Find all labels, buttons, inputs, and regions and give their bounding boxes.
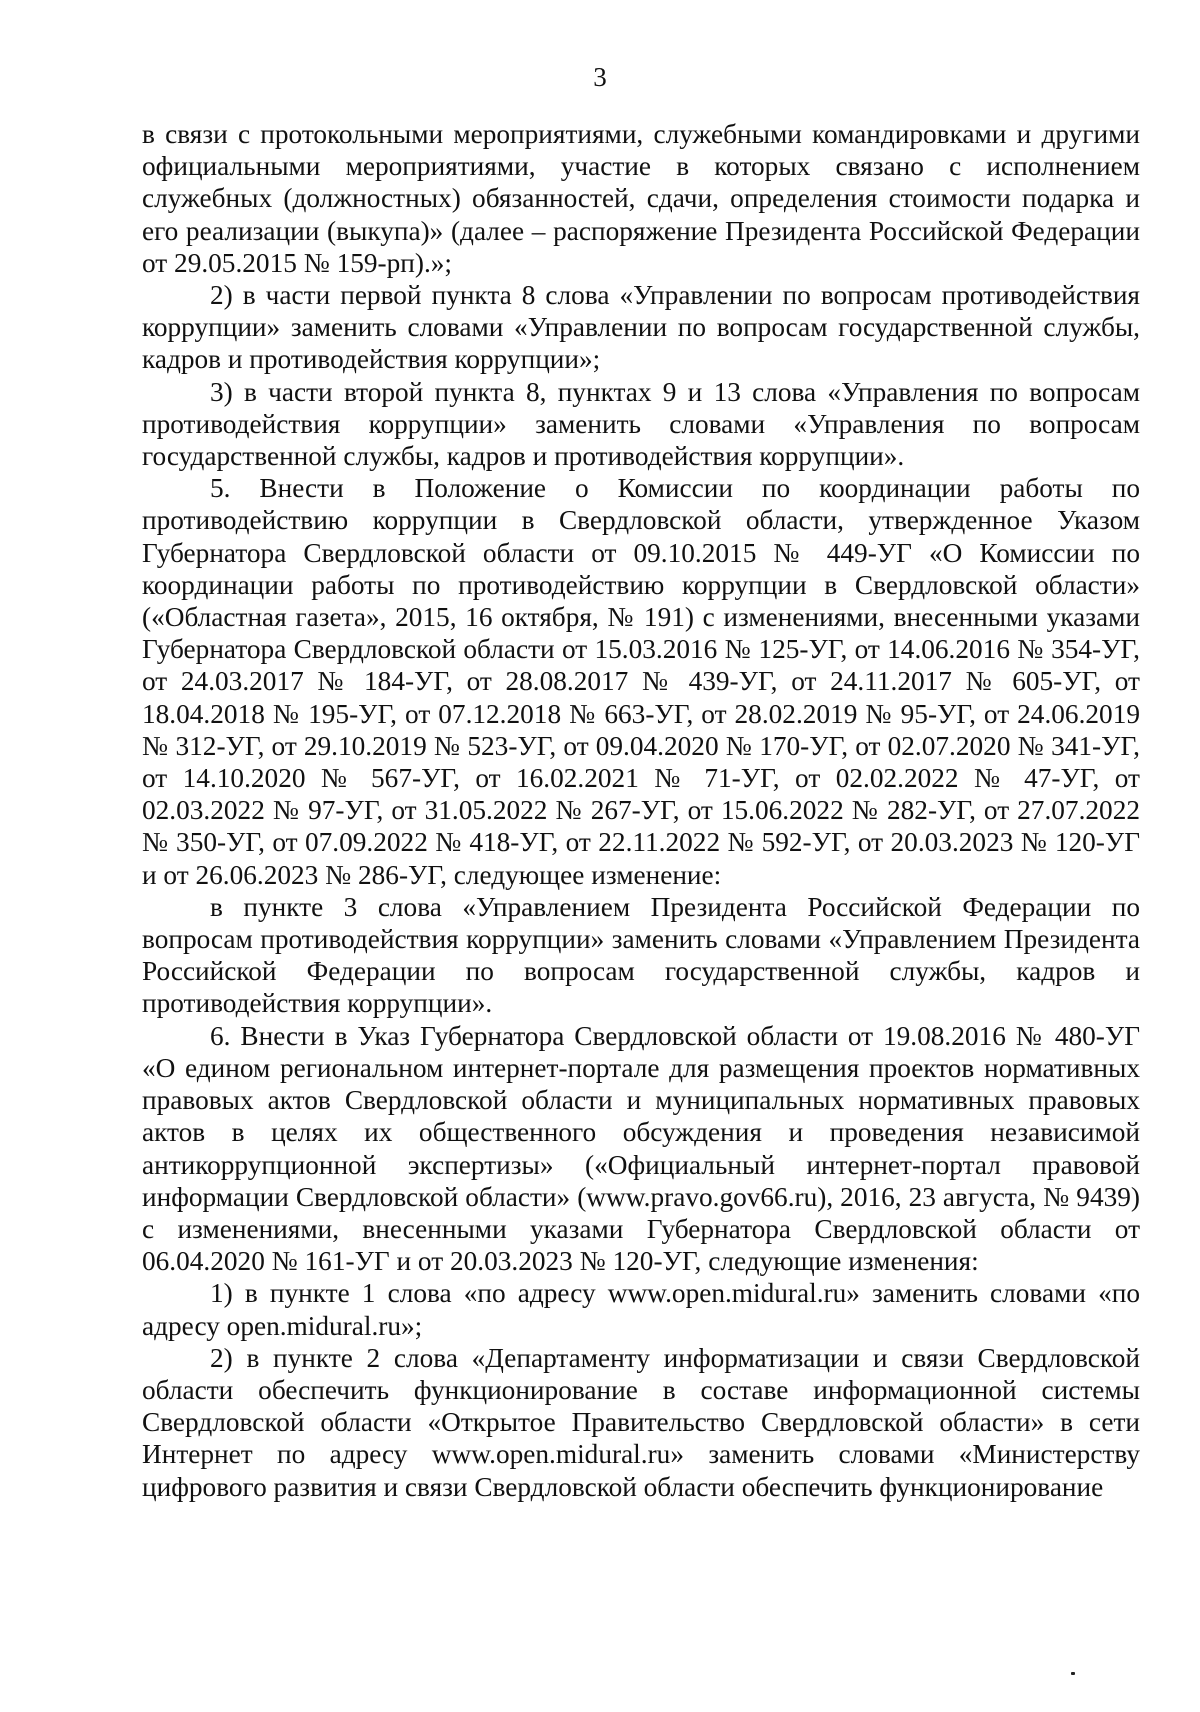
paragraph-section-6-item-2: 2) в пункте 2 слова «Департаменту информатизации и связи Свердловской области обеспечить функционирование в составе информационной системы Свердловской области «Открытое Правительство Свердловской области» в сети Интернет по адресу www.open.midural.ru» заменить словами «Министерству цифрового развития и связи Свердловской области обеспечить функционирование	[142, 1342, 1140, 1502]
paragraph-section-6-item-1: 1) в пункте 1 слова «по адресу www.open.midural.ru» заменить словами «по адресу open.midural.ru»;	[142, 1278, 1140, 1341]
document-body	[142, 118, 1140, 1503]
scan-mark	[1071, 1672, 1075, 1675]
paragraph-section-5: 5. Внести в Положение о Комиссии по координации работы по противодействию коррупции в Свердловской области, утвержденное Указом Губернатора Свердловской области от 09.10.2015 № 449-УГ «О Комиссии по координации работы по противодействию коррупции в Свердловской области» («Областная газета», 2015, 16 октября, № 191) с изменениями, внесенными указами Губернатора Свердловской области от 15.03.2016 № 125-УГ, от 14.06.2016 № 354-УГ, от 24.03.2017 № 184-УГ, от 28.08.2017 № 439-УГ, от 24.11.2017 № 605-УГ, от 18.04.2018 № 195-УГ, от 07.12.2018 № 663-УГ, от 28.02.2019 № 95-УГ, от 24.06.2019 № 312-УГ, от 29.10.2019 № 523-УГ, от 09.04.2020 № 170-УГ, от 02.07.2020 № 341-УГ, от 14.10.2020 № 567-УГ, от 16.02.2021 № 71-УГ, от 02.02.2022 № 47-УГ, от 02.03.2022 № 97-УГ, от 31.05.2022 № 267-УГ, от 15.06.2022 № 282-УГ, от 27.07.2022 № 350-УГ, от 07.09.2022 № 418-УГ, от 22.11.2022 № 592-УГ, от 20.03.2023 № 120-УГ и от 26.06.2023 № 286-УГ, следующее изменение:	[142, 473, 1140, 890]
paragraph-section-6: 6. Внести в Указ Губернатора Свердловской области от 19.08.2016 № 480-УГ «О едином региональном интернет-портале для размещения проектов нормативных правовых актов Свердловской области и муниципальных нормативных правовых актов в целях их общественного обсуждения и проведения независимой антикоррупционной экспертизы» («Официальный интернет-портал правовой информации Свердловской области» (www.pravo.gov66.ru), 2016, 23 августа, № 9439) с изменениями, внесенными указами Губернатора Свердловской области от 06.04.2020 № 161-УГ и от 20.03.2023 № 120-УГ, следующие изменения:	[142, 1020, 1140, 1277]
paragraph-item-3: 3) в части второй пункта 8, пунктах 9 и 13 слова «Управления по вопросам противодействия коррупции» заменить словами «Управления по вопросам государственной службы, кадров и противодействия коррупции».	[142, 376, 1140, 472]
paragraph-continuation: в связи с протокольными мероприятиями, служебными командировками и другими официальными мероприятиями, участие в которых связано с исполнением служебных (должностных) обязанностей, сдачи, определения стоимости подарка и его реализации (выкупа)» (далее – распоряжение Президента Российской Федерации от 29.05.2015 № 159-рп).»;	[142, 119, 1140, 278]
page-number: 3	[593, 62, 607, 92]
paragraph-item-2: 2) в части первой пункта 8 слова «Управлении по вопросам противодействия коррупции» заменить словами «Управлении по вопросам государственной службы, кадров и противодействия коррупции»;	[142, 280, 1140, 375]
paragraph-section-5-change: в пункте 3 слова «Управлением Президента Российской Федерации по вопросам противодействия коррупции» заменить словами «Управлением Президента Российской Федерации по вопросам государственной службы, кадров и противодействия коррупции».	[142, 891, 1140, 1019]
